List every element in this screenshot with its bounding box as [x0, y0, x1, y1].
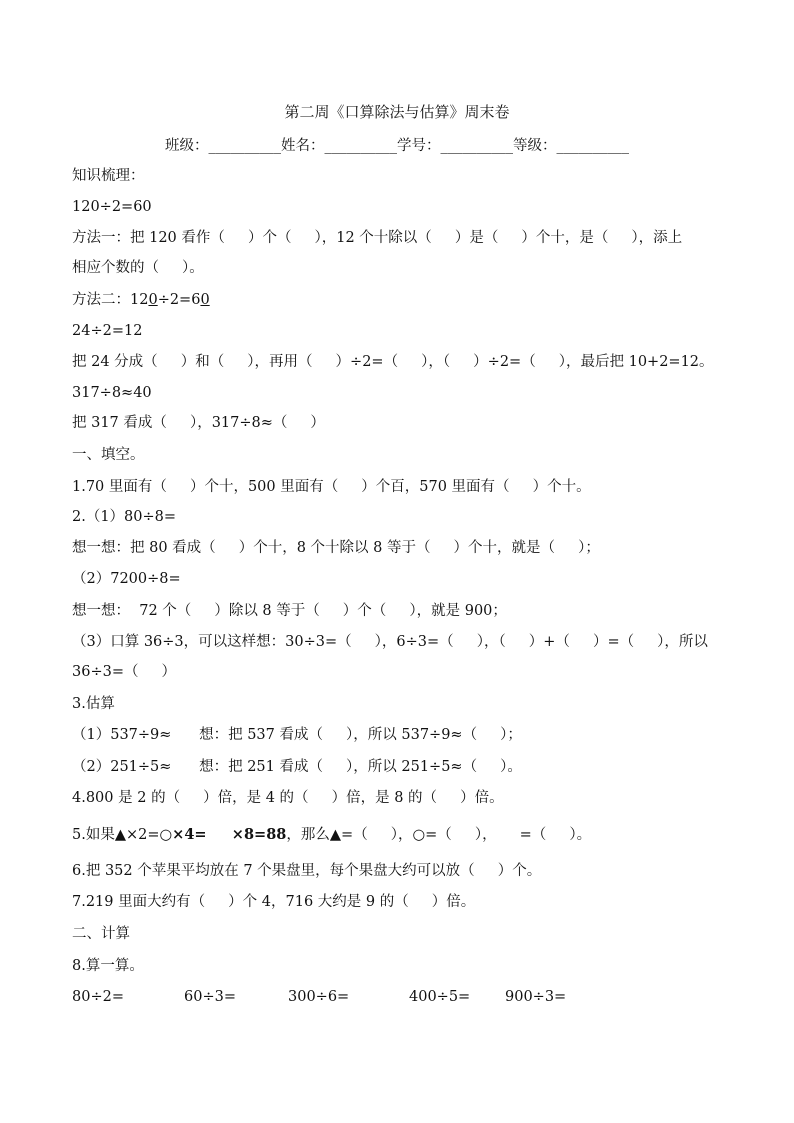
question-4: 4.800 是 2 的（ ）倍，是 4 的（ ）倍，是 8 的（ ）倍。 [72, 790, 504, 806]
q5-times-two: ×2= [126, 827, 160, 843]
split-method-text: 把 24 分成（ ）和（ ），再用（ ）÷2=（ ），（ ）÷2=（ ），最后把 10+2=12。 [72, 354, 714, 370]
question-2-hint-1: 想一想：把 80 看成（ ）个十，8 个十除以 8 等于（ ）个十，就是（ ）； [72, 540, 600, 556]
question-1: 1.70 里面有（ ）个十，500 里面有（ ）个百，570 里面有（ ）个十。 [72, 479, 591, 495]
section-two-heading: 二、计算 [72, 926, 130, 942]
calc-item: 900÷3= [505, 989, 567, 1005]
section-one-heading: 一、填空。 [72, 447, 145, 463]
calc-item: 300÷6= [288, 989, 350, 1005]
knowledge-example-1: 120÷2=60 [72, 199, 152, 215]
knowledge-heading: 知识梳理： [72, 168, 145, 184]
calc-item: 60÷3= [184, 989, 236, 1005]
q5-equation: ○×4= ×8=88 [159, 826, 287, 843]
method-one-continued: 相应个数的（ ）。 [72, 260, 204, 276]
question-3-part-1: （1）537÷9≈ 想：把 537 看成（ ），所以 537÷9≈（ ）； [72, 727, 522, 743]
triangle-symbol-2: ▲ [329, 826, 342, 843]
method-two-middle: ÷2=6 [157, 292, 201, 308]
student-info-line: 班级：__________姓名：__________学号：__________等级：__________ [165, 138, 629, 154]
question-6: 6.把 352 个苹果平均放在 7 个果盘里，每个果盘大约可以放（ ）个。 [72, 863, 542, 879]
question-2-part-3-continued: 36÷3=（ ） [72, 664, 177, 680]
method-two-text [72, 290, 210, 310]
question-3-part-2: （2）251÷5≈ 想：把 251 看成（ ），所以 251÷5≈（ ）。 [72, 759, 522, 775]
q5-prefix: 5.如果 [72, 827, 115, 843]
question-2-hint-2: 想一想： 72 个（ ）除以 8 等于（ ）个（ ），就是 900； [72, 603, 507, 619]
question-2-part-1: 2.（1）80÷8= [72, 509, 177, 525]
question-3-heading: 3.估算 [72, 696, 115, 712]
method-one-text: 方法一：把 120 看作（ ）个（ ），12 个十除以（ ）是（ ）个十，是（ ），添上 [72, 230, 683, 246]
page-title: 第二周《口算除法与估算》周末卷 [284, 103, 510, 121]
method-two-prefix: 方法二：12 [72, 292, 149, 308]
estimate-method-text: 把 317 看成（ ），317÷8≈（ ） [72, 415, 325, 431]
q5-answers: =（ ），○=（ ）， =（ ）。 [341, 827, 592, 843]
calc-item: 80÷2= [72, 989, 124, 1005]
triangle-symbol: ▲ [114, 826, 126, 843]
calc-item: 400÷5= [409, 989, 471, 1005]
question-2-part-2: （2）7200÷8= [72, 571, 181, 587]
question-5 [72, 825, 591, 845]
q5-then: ，那么 [286, 827, 330, 843]
question-7: 7.219 里面大约有（ ）个 4，716 大约是 9 的（ ）倍。 [72, 894, 476, 910]
question-8: 8.算一算。 [72, 958, 144, 974]
question-2-part-3: （3）口算 36÷3，可以这样想：30÷3=（ ），6÷3=（ ），（ ）+（ ）=（ ），所以 [72, 634, 708, 650]
knowledge-example-2: 24÷2=12 [72, 323, 143, 339]
knowledge-example-3: 317÷8≈40 [72, 385, 152, 401]
method-two-underlined-zero-2: 0 [200, 292, 210, 308]
method-two-underlined-zero: 0 [148, 292, 158, 308]
